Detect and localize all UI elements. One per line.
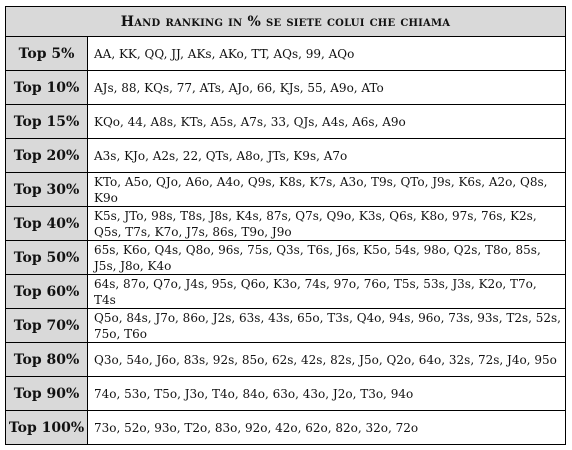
range-label: Top 70% (6, 309, 88, 343)
table-row (6, 139, 566, 173)
range-label: Top 100% (6, 411, 88, 445)
range-label: Top 15% (6, 105, 88, 139)
range-hands: A3s, KJo, A2s, 22, QTs, A8o, JTs, K9s, A7o (88, 139, 566, 173)
range-label: Top 50% (6, 241, 88, 275)
table-row (6, 377, 566, 411)
range-hands: 64s, 87o, Q7o, J4s, 95s, Q6o, K3o, 74s, 97o, 76o, T5s, 53s, J3s, K2o, T7o, T4s (88, 275, 566, 309)
range-label: Top 10% (6, 71, 88, 105)
table-title-row (6, 7, 566, 37)
table-row (6, 71, 566, 105)
table-title: Hand ranking in % se siete colui che chiama (6, 7, 566, 37)
range-hands: 74o, 53o, T5o, J3o, T4o, 84o, 63o, 43o, J2o, T3o, 94o (88, 377, 566, 411)
table-row (6, 37, 566, 71)
table-row (6, 207, 566, 241)
table-row (6, 309, 566, 343)
range-label: Top 30% (6, 173, 88, 207)
hand-ranking-table-body (6, 7, 566, 445)
table-row (6, 275, 566, 309)
range-hands: Q5o, 84s, J7o, 86o, J2s, 63s, 43s, 65o, T3s, Q4o, 94s, 96o, 73s, 93s, T2s, 52s, 75o, T6o (88, 309, 566, 343)
range-label: Top 20% (6, 139, 88, 173)
table-row (6, 173, 566, 207)
table-row (6, 343, 566, 377)
range-hands: AA, KK, QQ, JJ, AKs, AKo, TT, AQs, 99, AQo (88, 37, 566, 71)
table-row (6, 105, 566, 139)
range-label: Top 5% (6, 37, 88, 71)
range-hands: K5s, JTo, 98s, T8s, J8s, K4s, 87s, Q7s, Q9o, K3s, Q6s, K8o, 97s, 76s, K2s, Q5s, T7s, K7o, J7s, 86s, T9o, J9o (88, 207, 566, 241)
range-label: Top 60% (6, 275, 88, 309)
range-hands: 65s, K6o, Q4s, Q8o, 96s, 75s, Q3s, T6s, J6s, K5o, 54s, 98o, Q2s, T8o, 85s, J5s, J8o, K4o (88, 241, 566, 275)
range-hands: KTo, A5o, QJo, A6o, A4o, Q9s, K8s, K7s, A3o, T9s, QTo, J9s, K6s, A2o, Q8s, K9o (88, 173, 566, 207)
table-row (6, 241, 566, 275)
range-label: Top 90% (6, 377, 88, 411)
range-label: Top 80% (6, 343, 88, 377)
hand-ranking-table (5, 6, 566, 445)
table-row (6, 411, 566, 445)
range-hands: 73o, 52o, 93o, T2o, 83o, 92o, 42o, 62o, 82o, 32o, 72o (88, 411, 566, 445)
range-hands: Q3o, 54o, J6o, 83s, 92s, 85o, 62s, 42s, 82s, J5o, Q2o, 64o, 32s, 72s, J4o, 95o (88, 343, 566, 377)
hand-ranking-document (5, 6, 565, 446)
range-label: Top 40% (6, 207, 88, 241)
range-hands: KQo, 44, A8s, KTs, A5s, A7s, 33, QJs, A4s, A6s, A9o (88, 105, 566, 139)
range-hands: AJs, 88, KQs, 77, ATs, AJo, 66, KJs, 55, A9o, ATo (88, 71, 566, 105)
